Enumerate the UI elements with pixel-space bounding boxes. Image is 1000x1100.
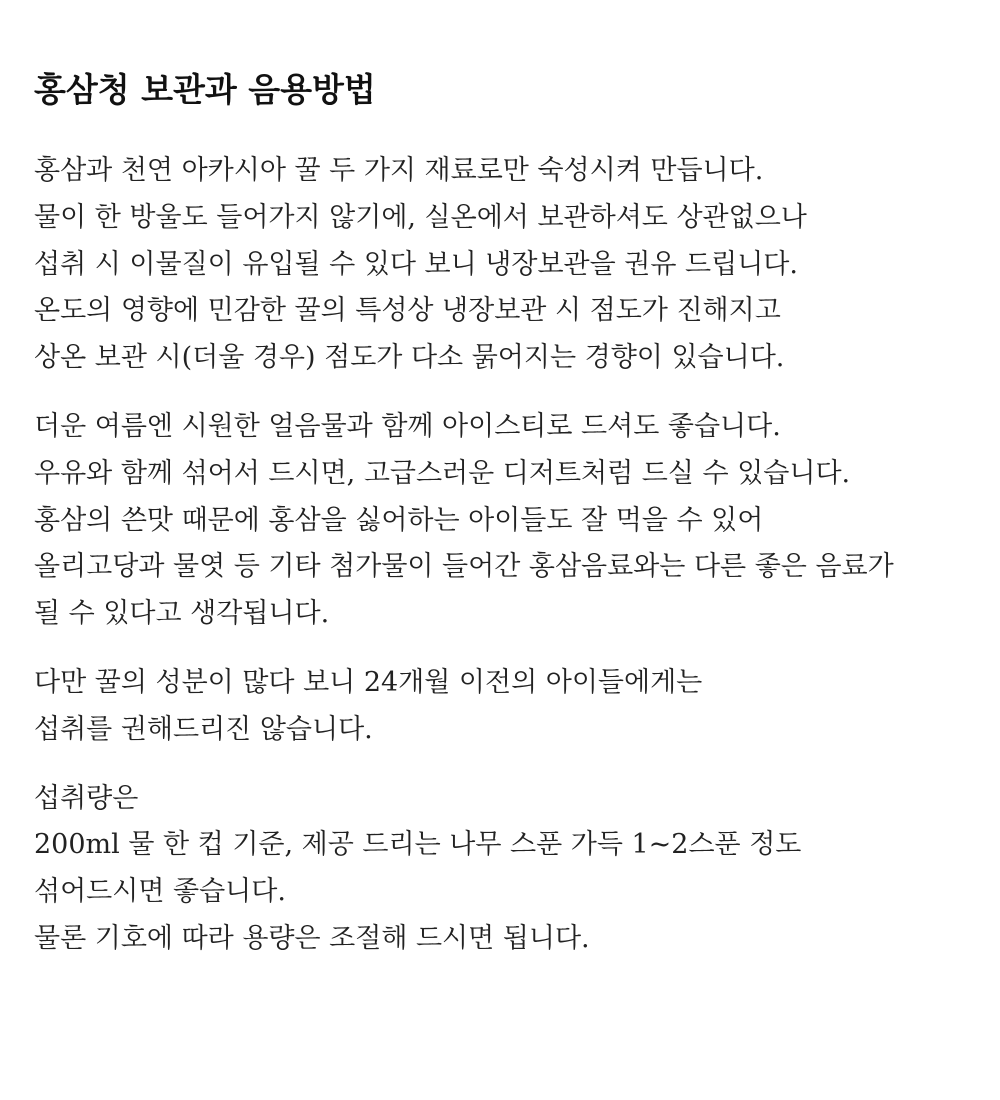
document-body [34, 66, 974, 985]
text-line: 우유와 함께 섞어서 드시면, 고급스러운 디저트처럼 드실 수 있습니다. [34, 457, 851, 489]
text-line: 섭취량은 [34, 782, 139, 814]
paragraph-storage [34, 148, 974, 382]
text-line: 섭취를 권해드리진 않습니다. [34, 713, 373, 745]
text-line: 물이 한 방울도 들어가지 않기에, 실온에서 보관하셔도 상관없으나 [34, 201, 807, 233]
paragraph-age-caution [34, 660, 974, 754]
text-line: 상온 보관 시(더울 경우) 점도가 다소 묽어지는 경향이 있습니다. [34, 342, 785, 374]
page-title: 홍삼청 보관과 음용방법 [34, 70, 376, 109]
text-line: 물론 기호에 따라 용량은 조절해 드시면 됩니다. [34, 922, 590, 954]
text-line: 온도의 영향에 민감한 꿀의 특성상 냉장보관 시 점도가 진해지고 [34, 295, 781, 327]
text-line: 될 수 있다고 생각됩니다. [34, 598, 330, 630]
paragraph-dosage [34, 776, 974, 963]
text-line: 홍삼의 쓴맛 때문에 홍삼을 싫어하는 아이들도 잘 먹을 수 있어 [34, 504, 764, 536]
text-line: 홍삼과 천연 아카시아 꿀 두 가지 재료로만 숙성시켜 만듭니다. [34, 155, 764, 186]
text-line: 올리고당과 물엿 등 기타 첨가물이 들어간 홍삼음료와는 다른 좋은 음료가 [34, 551, 894, 583]
text-line: 더운 여름엔 시원한 얼음물과 함께 아이스티로 드셔도 좋습니다. [34, 410, 781, 442]
text-line: 섭취 시 이물질이 유입될 수 있다 보니 냉장보관을 권유 드립니다. [34, 248, 798, 280]
text-line: 200ml 물 한 컵 기준, 제공 드리는 나무 스푼 가득 1~2스푼 정도 [34, 829, 802, 861]
text-line: 다만 꿀의 성분이 많다 보니 24개월 이전의 아이들에게는 [34, 666, 703, 698]
paragraph-serving-ideas [34, 404, 974, 638]
text-line: 섞어드시면 좋습니다. [34, 876, 286, 908]
